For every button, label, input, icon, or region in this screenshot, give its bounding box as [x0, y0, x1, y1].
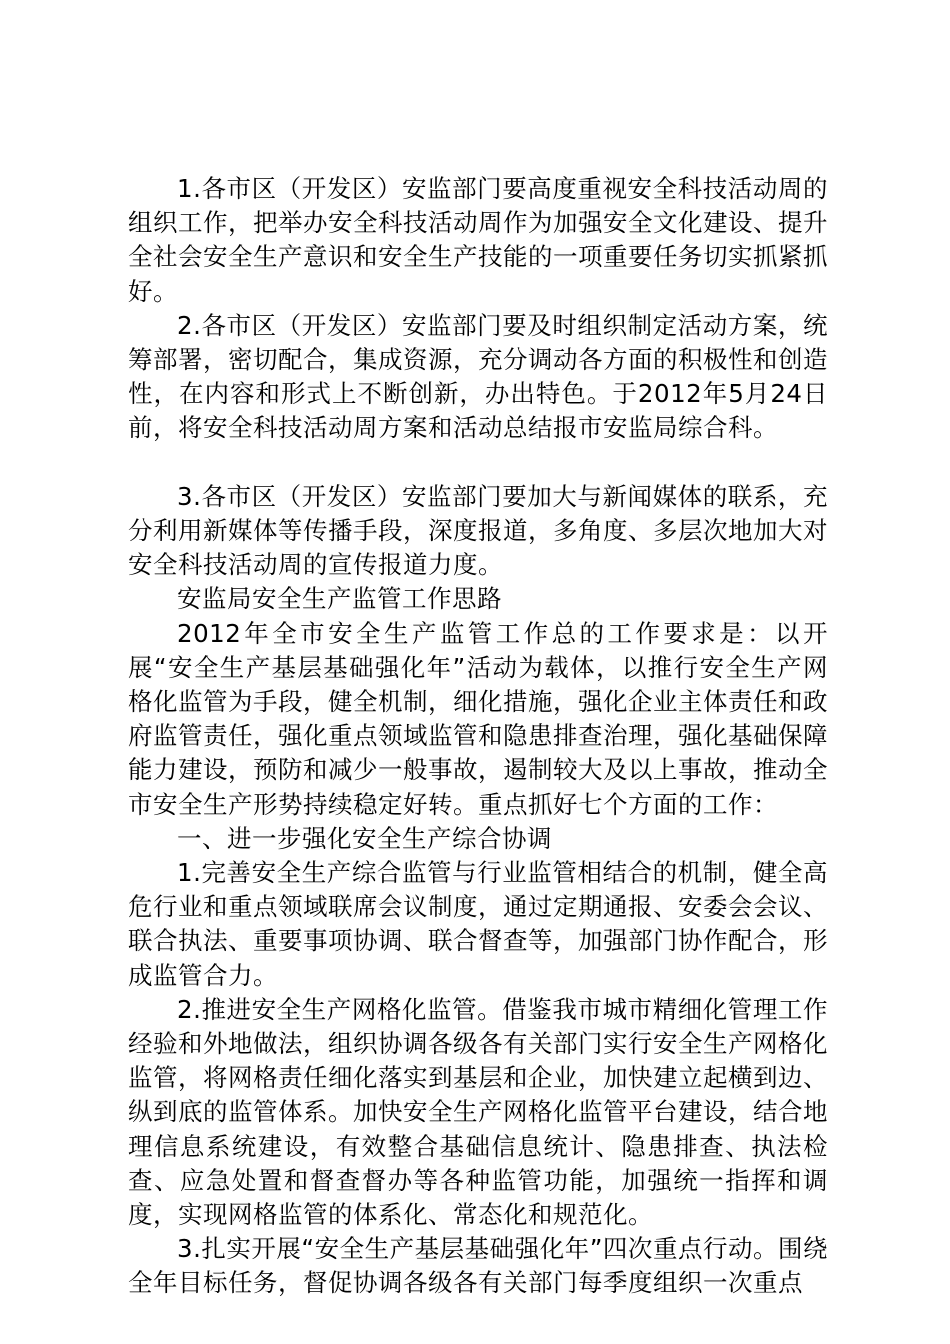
document-body — [128, 172, 828, 1301]
subsection-heading: 一、进一步强化安全生产综合协调 — [177, 823, 552, 853]
paragraph-6: 2.推进安全生产网格化监管。借鉴我市城市精细化管理工作经验和外地做法，组织协调各级各有关部门实行安全生产网格化监管，将网格责任细化落实到基层和企业，加快建立起横到边、纵到底的监管体系。加快安全生产网格化监管平台建设，结合地理信息系统建设，有效整合基础信息统计、隐患排查、执法检查、应急处置和督查督办等各种监管功能，加强统一指挥和调度，实现网格监管的体系化、常态化和规范化。 — [128, 994, 828, 1230]
paragraph-2: 2.各市区（开发区）安监部门要及时组织制定活动方案，统筹部署，密切配合，集成资源，充分调动各方面的积极性和创造性，在内容和形式上不断创新，办出特色。于2012年5月24日前，将安全科技活动周方案和活动总结报市安监局综合科。 — [128, 310, 828, 443]
paragraph-7: 3.扎实开展“安全生产基层基础强化年”四次重点行动。围绕全年目标任务，督促协调各级各有关部门每季度组织一次重点 — [128, 1234, 828, 1298]
paragraph-3: 3.各市区（开发区）安监部门要加大与新闻媒体的联系，充分利用新媒体等传播手段，深度报道，多角度、多层次地加大对安全科技活动周的宣传报道力度。 — [128, 481, 828, 580]
paragraph-4: 2012年全市安全生产监管工作总的工作要求是：以开展“安全生产基层基础强化年”活动为载体，以推行安全生产网格化监管为手段，健全机制，细化措施，强化企业主体责任和政府监管责任，强化重点领域监管和隐患排查治理，强化基础保障能力建设，预防和减少一般事故，遏制较大及以上事故，推动全市安全生产形势持续稳定好转。重点抓好七个方面的工作： — [128, 618, 828, 819]
section-heading: 安监局安全生产监管工作思路 — [177, 584, 502, 614]
paragraph-5: 1.完善安全生产综合监管与行业监管相结合的机制，健全高危行业和重点领域联席会议制度，通过定期通报、安委会会议、联合执法、重要事项协调、联合督查等，加强部门协作配合，形成监管合力。 — [128, 858, 828, 990]
paragraph-1: 1.各市区（开发区）安监部门要高度重视安全科技活动周的组织工作，把举办安全科技活动周作为加强安全文化建设、提升全社会安全生产意识和安全生产技能的一项重要任务切实抓紧抓好。 — [128, 174, 828, 306]
